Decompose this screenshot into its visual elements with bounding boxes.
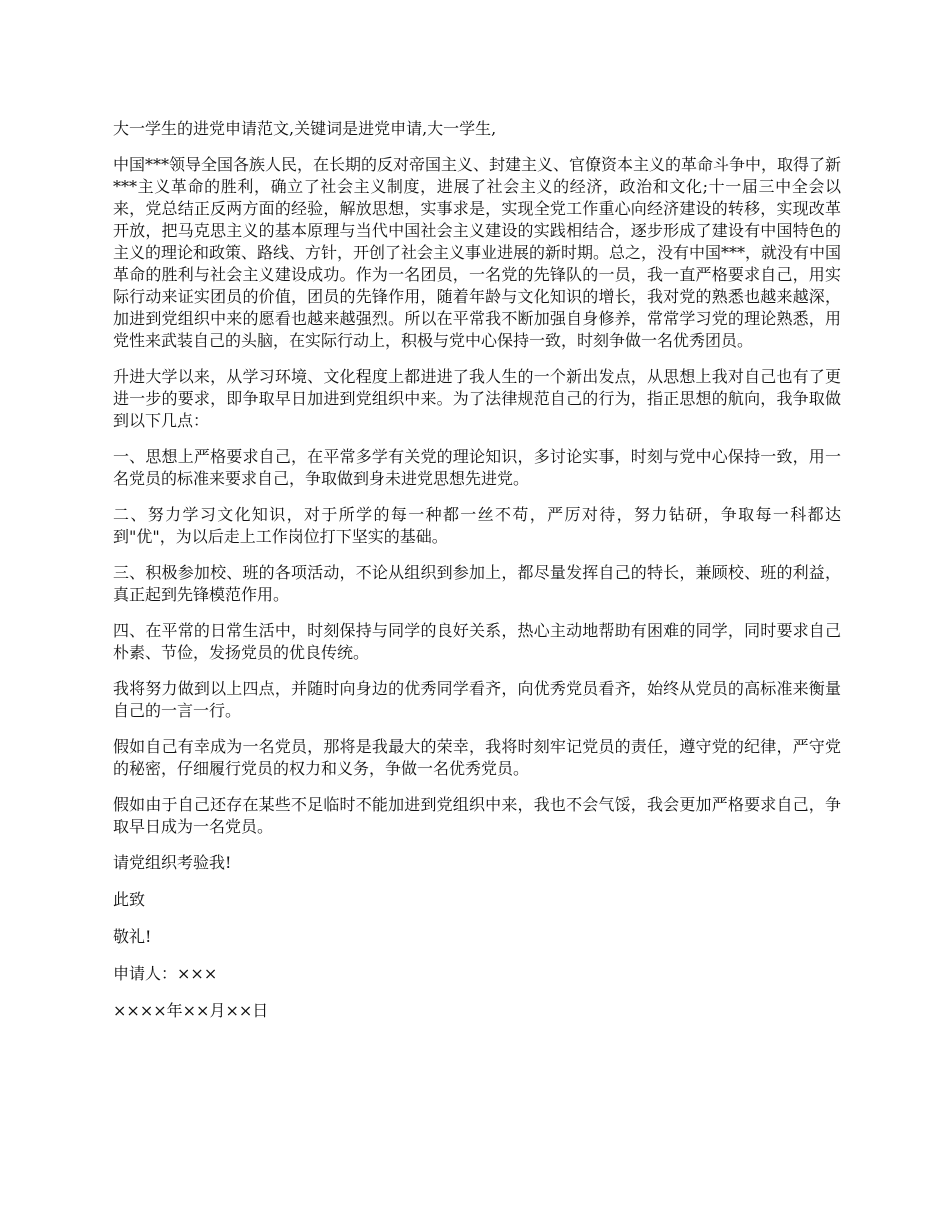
paragraph-university: 升进大学以来，从学习环境、文化程度上都进进了我人生的一个新出发点，从思想上我对自己也有了更进一步的要求，即争取早日加进到党组织中来。为了法律规范自己的行为，指正思想的航向，我争取做到以下几点： — [113, 367, 841, 430]
document-body — [113, 118, 841, 1037]
paragraph-intro: 中国***领导全国各族人民，在长期的反对帝国主义、封建主义、官僚资本主义的革命斗争中，取得了新***主义革命的胜利，确立了社会主义制度，进展了社会主义的经济，政治和文化;十一届三中全会以来，党总结正反两方面的经验，解放思想，实事求是，实现全党工作重心向经济建设的转移，实现改革开放，把马克思主义的基本原理与当代中国社会主义建设的实践相结合，逐步形成了建设有中国特色的主义的理论和政策、路线、方针，开创了社会主义事业进展的新时期。总之，没有中国***，就没有中国革命的胜利与社会主义建设成功。作为一名团员，一名党的先锋队的一员，我一直严格要求自己，用实际行动来证实团员的价值，团员的先锋作用，随着年龄与文化知识的增长，我对党的熟悉也越来越深，加进到党组织中来的愿看也越来越强烈。所以在平常我不断加强自身修养，常常学习党的理论熟悉，用党性来武装自己的头脑，在实际行动上，积极与党中心保持一致，时刻争做一名优秀团员。 — [113, 155, 842, 350]
paragraph-point-3: 三、积极参加校、班的各项活动，不论从组织到参加上，都尽量发挥自己的特长，兼顾校、班的利益，真正起到先锋模范作用。 — [113, 563, 841, 604]
paragraph-point-2: 二、努力学习文化知识，对于所学的每一种都一丝不苟，严厉对待，努力钻研，争取每一科都达到"优"，为以后走上工作岗位打下坚实的基础。 — [113, 505, 841, 546]
closing-line: 请党组织考验我! — [113, 853, 232, 872]
applicant-signature: 申请人：××× — [113, 964, 218, 983]
header-line: 大一学生的进党申请范文,关键词是进党申请,大一学生, — [113, 119, 497, 138]
paragraph-commitment: 我将努力做到以上四点，并随时向身边的优秀同学看齐，向优秀党员看齐，始终从党员的高标准来衡量自己的一言一行。 — [113, 679, 841, 720]
paragraph-point-4: 四、在平常的日常生活中，时刻保持与同学的良好关系，热心主动地帮助有困难的同学，同时要求自己朴素、节俭，发扬党员的优良传统。 — [113, 621, 841, 662]
salutation-cizhi: 此致 — [113, 890, 146, 909]
application-date: ××××年××月××日 — [113, 1001, 269, 1020]
salutation-jingli: 敬礼! — [113, 927, 152, 946]
paragraph-point-1: 一、思想上严格要求自己，在平常多学有关党的理论知识，多讨论实事，时刻与党中心保持一致，用一名党员的标准来要求自己，争取做到身未进党思想先进党。 — [113, 447, 841, 488]
paragraph-if-not-accepted: 假如由于自己还存在某些不足临时不能加进到党组织中来，我也不会气馁，我会更加严格要求自己，争取早日成为一名党员。 — [113, 795, 841, 836]
paragraph-if-accepted: 假如自己有幸成为一名党员，那将是我最大的荣幸，我将时刻牢记党员的责任，遵守党的纪律，严守党的秘密，仔细履行党员的权力和义务，争做一名优秀党员。 — [113, 737, 841, 778]
